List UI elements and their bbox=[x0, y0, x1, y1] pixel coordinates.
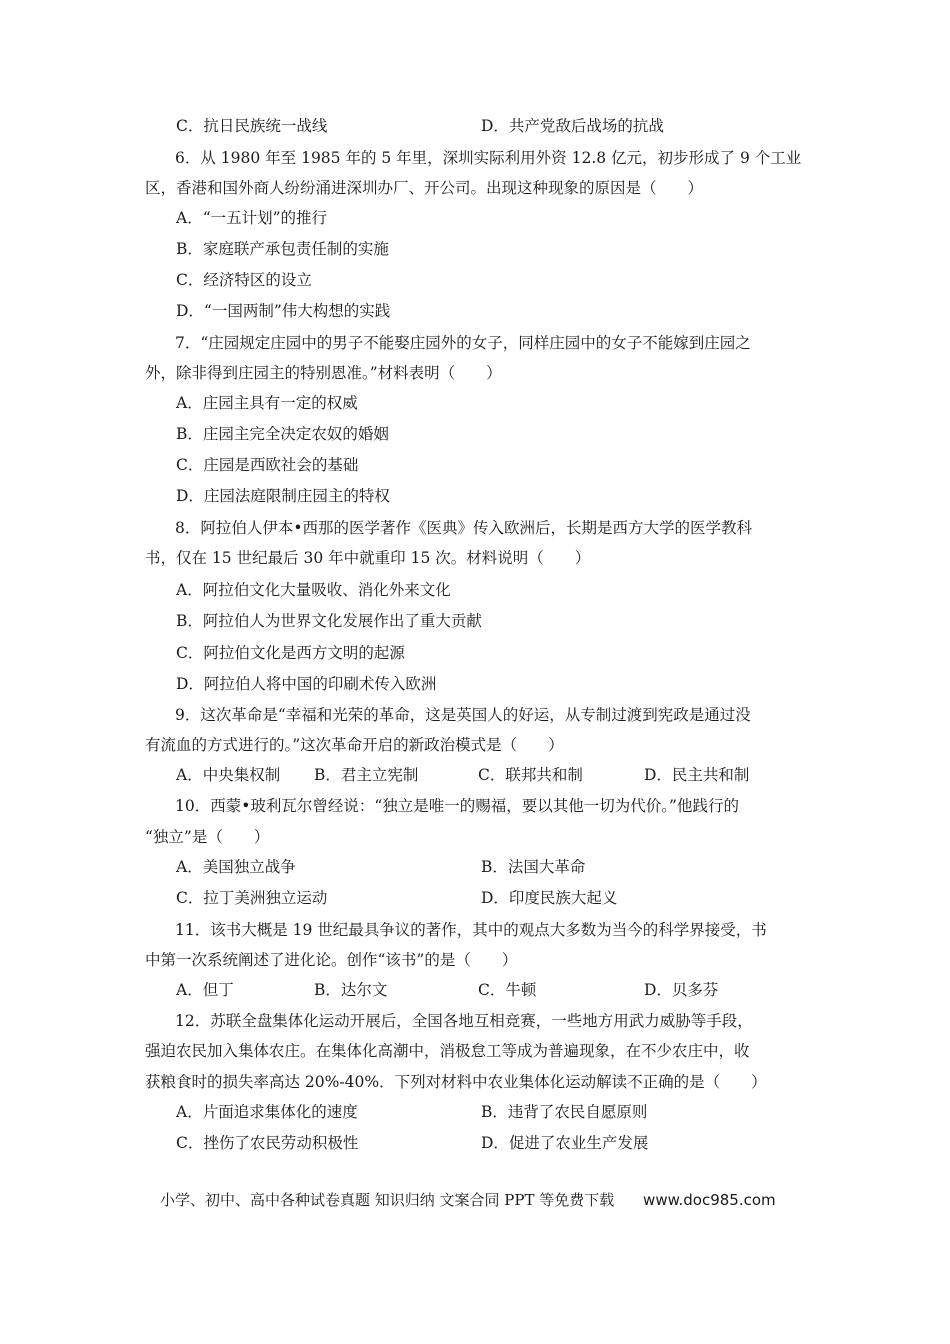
answer-option: C．联邦共和制 bbox=[478, 766, 583, 784]
answer-option: B．庄园主完全决定农奴的婚姻 bbox=[176, 425, 389, 443]
answer-option: D．共产党敌后战场的抗战 bbox=[481, 117, 664, 135]
answer-option: B．法国大革命 bbox=[481, 858, 586, 876]
answer-option: C．阿拉伯文化是西方文明的起源 bbox=[176, 644, 405, 662]
answer-option: A．但丁 bbox=[176, 981, 234, 999]
question-text-continued: 书，仅在 15 世纪最后 30 年中就重印 15 次。材料说明（ ） bbox=[145, 549, 591, 567]
question-text: 12．苏联全盘集体化运动开展后，全国各地互相竞赛，一些地方用武力威胁等手段， bbox=[175, 1012, 753, 1030]
answer-option: D．印度民族大起义 bbox=[481, 889, 618, 907]
answer-option: D．贝多芬 bbox=[644, 981, 719, 999]
answer-option: A．美国独立战争 bbox=[176, 858, 296, 876]
question-text: 6．从 1980 年至 1985 年的 5 年里，深圳实际利用外资 12.8 亿元，初步形成了 9 个工业 bbox=[175, 149, 802, 167]
answer-option: A．片面追求集体化的速度 bbox=[176, 1103, 358, 1121]
answer-option: D．阿拉伯人将中国的印刷术传入欧洲 bbox=[176, 675, 437, 693]
question-text-continued: 获粮食时的损失率高达 20%-40%．下列对材料中农业集体化运动解读不正确的是（ ） bbox=[145, 1073, 767, 1091]
answer-option: B．家庭联产承包责任制的实施 bbox=[176, 240, 389, 258]
answer-option: C．牛顿 bbox=[478, 981, 537, 999]
answer-option: A．中央集权制 bbox=[176, 766, 281, 784]
question-text: 9．这次革命是“幸福和光荣的革命，这是英国人的好运，从专制过渡到宪政是通过没 bbox=[175, 706, 751, 724]
question-text-continued: “独立”是（ ） bbox=[145, 828, 270, 846]
answer-option: D．民主共和制 bbox=[644, 766, 750, 784]
answer-option: B．君主立宪制 bbox=[314, 766, 419, 784]
answer-option: D．促进了农业生产发展 bbox=[481, 1134, 649, 1152]
page-footer bbox=[160, 1188, 776, 1212]
answer-option: C．经济特区的设立 bbox=[176, 271, 312, 289]
answer-option: A．阿拉伯文化大量吸收、消化外来文化 bbox=[176, 581, 451, 599]
answer-option: B．达尔文 bbox=[314, 981, 388, 999]
question-text-continued: 强迫农民加入集体农庄。在集体化高潮中，消极怠工等成为普遍现象，在不少农庄中，收 bbox=[145, 1042, 750, 1060]
answer-option: B．违背了农民自愿原则 bbox=[481, 1103, 648, 1121]
answer-option: D．“一国两制”伟大构想的实践 bbox=[176, 302, 391, 320]
footer-site-link[interactable]: www.doc985.com bbox=[643, 1191, 776, 1209]
answer-option: D．庄园法庭限制庄园主的特权 bbox=[176, 487, 390, 505]
answer-option: C．庄园是西欧社会的基础 bbox=[176, 456, 359, 474]
answer-option: C．抗日民族统一战线 bbox=[176, 117, 328, 135]
footer-text: 小学、初中、高中各种试卷真题 知识归纳 文案合同 PPT 等免费下载 bbox=[160, 1191, 615, 1209]
question-text-continued: 中第一次系统阐述了进化论。创作“该书”的是（ ） bbox=[145, 951, 518, 969]
answer-option: C．挫伤了农民劳动积极性 bbox=[176, 1134, 359, 1152]
question-text-continued: 外，除非得到庄园主的特别恩准。”材料表明（ ） bbox=[145, 364, 502, 382]
question-text: 11．该书大概是 19 世纪最具争议的著作，其中的观点大多数为当今的科学界接受，书 bbox=[175, 921, 767, 939]
answer-option: B．阿拉伯人为世界文化发展作出了重大贡献 bbox=[176, 612, 482, 630]
answer-option: A．“一五计划”的推行 bbox=[176, 209, 328, 227]
question-text-continued: 区，香港和国外商人纷纷涌进深圳办厂、开公司。出现这种现象的原因是（ ） bbox=[145, 179, 704, 197]
answer-option: C．拉丁美洲独立运动 bbox=[176, 889, 328, 907]
question-text: 7．“庄园规定庄园中的男子不能娶庄园外的女子，同样庄园中的女子不能嫁到庄园之 bbox=[175, 334, 751, 352]
question-text-continued: 有流血的方式进行的。”这次革命开启的新政治模式是（ ） bbox=[145, 736, 564, 754]
question-text: 8．阿拉伯人伊本•西那的医学著作《医典》传入欧洲后，长期是西方大学的医学教科 bbox=[175, 519, 753, 537]
question-text: 10．西蒙•玻利瓦尔曾经说：“独立是唯一的赐福，要以其他一切为代价。”他践行的 bbox=[175, 797, 739, 815]
answer-option: A．庄园主具有一定的权威 bbox=[176, 394, 358, 412]
